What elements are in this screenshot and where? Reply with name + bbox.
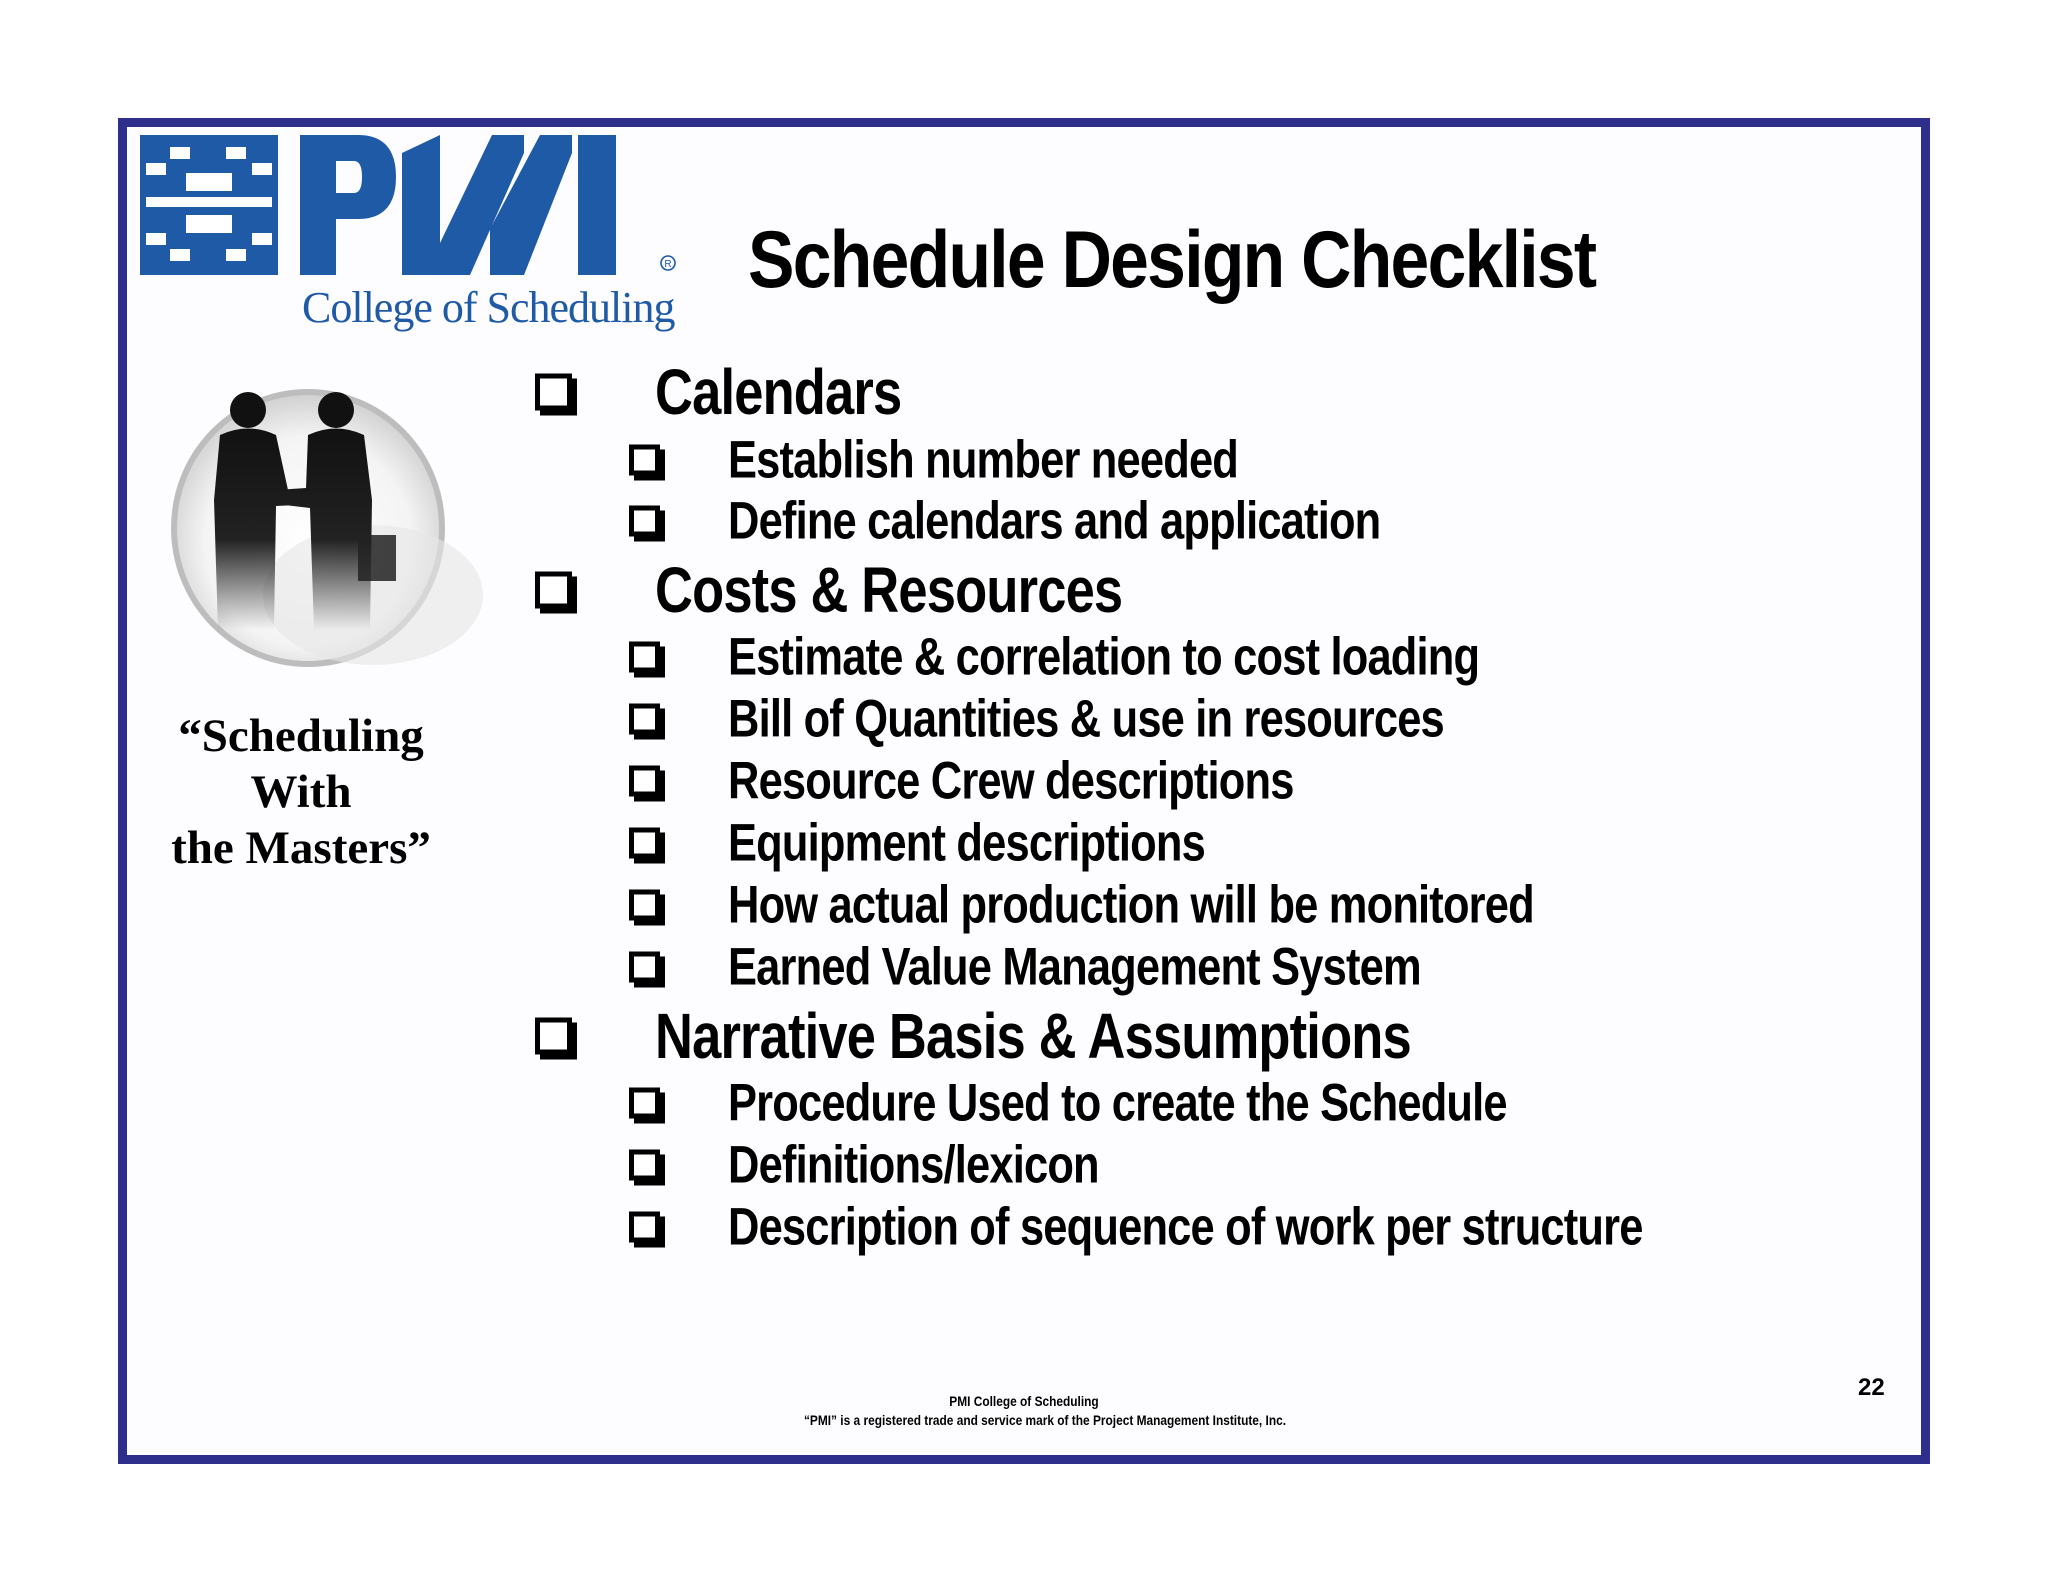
checkbox-icon[interactable] [629, 890, 660, 921]
item-label: Define calendars and application [728, 491, 1381, 551]
tagline-line: With [250, 766, 352, 818]
masters-tagline [125, 708, 477, 876]
item-label: How actual production will be monitored [728, 875, 1534, 935]
item-label: Estimate & correlation to cost loading [728, 627, 1480, 687]
item-label: Establish number needed [728, 430, 1239, 490]
checkbox-icon[interactable] [629, 704, 660, 735]
page-title: Schedule Design Checklist [748, 215, 1596, 305]
checkbox-icon[interactable] [535, 1018, 572, 1055]
section-label: Costs & Resources [655, 554, 1123, 626]
item-label: Definitions/lexicon [728, 1135, 1099, 1195]
footer-trademark-notice: “PMI” is a registered trade and service mark of the Project Management Institute, Inc. [803, 1412, 1287, 1428]
tagline-line: the Masters” [171, 822, 431, 874]
checkbox-icon[interactable] [629, 445, 660, 476]
checkbox-icon[interactable] [629, 828, 660, 859]
section-label: Narrative Basis & Assumptions [655, 1000, 1411, 1072]
item-label: Description of sequence of work per structure [728, 1197, 1643, 1257]
checkbox-icon[interactable] [629, 952, 660, 983]
page-number: 22 [1858, 1374, 1885, 1401]
section-label: Calendars [655, 356, 902, 428]
handshake-illustration [158, 380, 498, 690]
item-label: Earned Value Management System [728, 937, 1421, 997]
footer-organization: PMI College of Scheduling [949, 1393, 1099, 1409]
item-label: Resource Crew descriptions [728, 751, 1294, 811]
item-label: Equipment descriptions [728, 813, 1205, 873]
checkbox-icon[interactable] [629, 1212, 660, 1243]
checkbox-icon[interactable] [535, 572, 572, 609]
tagline-line: “Scheduling [178, 710, 424, 762]
checkbox-icon[interactable] [629, 506, 660, 537]
item-label: Bill of Quantities & use in resources [728, 689, 1444, 749]
logo-tagline: College of Scheduling [302, 283, 675, 332]
checkbox-icon[interactable] [629, 766, 660, 797]
checkbox-icon[interactable] [629, 642, 660, 673]
checkbox-icon[interactable] [535, 374, 572, 411]
checkbox-icon[interactable] [629, 1088, 660, 1119]
svg-text:R: R [664, 259, 672, 270]
item-label: Procedure Used to create the Schedule [728, 1073, 1507, 1133]
checkbox-icon[interactable] [629, 1150, 660, 1181]
